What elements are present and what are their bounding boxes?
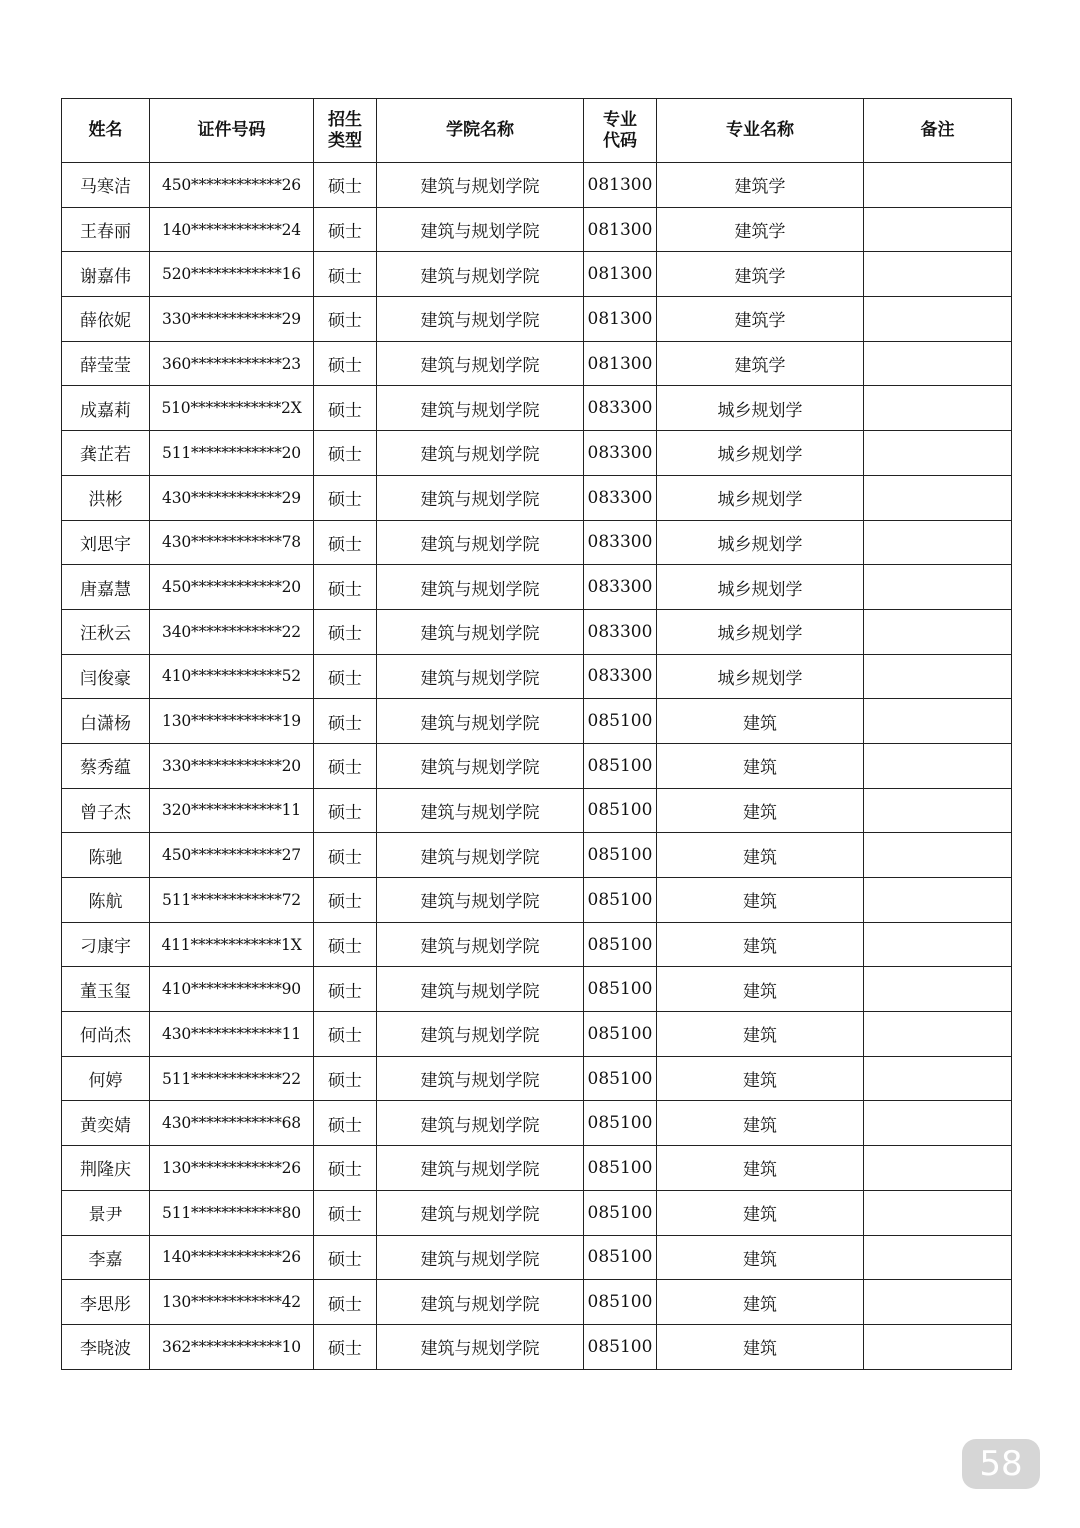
table-row: [62, 1146, 1012, 1191]
cell-college: 建筑与规划学院: [377, 1146, 584, 1191]
cell-remarks: [864, 1146, 1012, 1191]
cell-name: 刁康宇: [62, 922, 150, 967]
cell-name: 李嘉: [62, 1235, 150, 1280]
cell-remarks: [864, 341, 1012, 386]
cell-major-name: 城乡规划学: [657, 654, 864, 699]
cell-id-number: 330************29: [150, 297, 314, 342]
cell-major-code: 085100: [584, 833, 657, 878]
table-row: [62, 341, 1012, 386]
cell-remarks: [864, 878, 1012, 923]
cell-enrollment-type: 硕士: [314, 386, 377, 431]
cell-major-code: 083300: [584, 609, 657, 654]
cell-id-number: 360************23: [150, 341, 314, 386]
cell-id-number: 511************20: [150, 431, 314, 476]
cell-college: 建筑与规划学院: [377, 1056, 584, 1101]
cell-enrollment-type: 硕士: [314, 1324, 377, 1369]
cell-college: 建筑与规划学院: [377, 1012, 584, 1057]
cell-college: 建筑与规划学院: [377, 699, 584, 744]
cell-college: 建筑与规划学院: [377, 1235, 584, 1280]
cell-enrollment-type: 硕士: [314, 565, 377, 610]
cell-college: 建筑与规划学院: [377, 788, 584, 833]
table-row: [62, 1235, 1012, 1280]
cell-college: 建筑与规划学院: [377, 297, 584, 342]
header-college: 学院名称: [377, 99, 584, 163]
cell-name: 成嘉莉: [62, 386, 150, 431]
cell-college: 建筑与规划学院: [377, 967, 584, 1012]
cell-college: 建筑与规划学院: [377, 565, 584, 610]
cell-enrollment-type: 硕士: [314, 163, 377, 208]
cell-college: 建筑与规划学院: [377, 1190, 584, 1235]
cell-enrollment-type: 硕士: [314, 743, 377, 788]
table-row: [62, 1190, 1012, 1235]
cell-id-number: 450************20: [150, 565, 314, 610]
cell-major-code: 085100: [584, 1324, 657, 1369]
table-row: [62, 565, 1012, 610]
cell-enrollment-type: 硕士: [314, 1190, 377, 1235]
cell-id-number: 511************80: [150, 1190, 314, 1235]
cell-major-code: 085100: [584, 1146, 657, 1191]
cell-enrollment-type: 硕士: [314, 207, 377, 252]
cell-major-code: 085100: [584, 922, 657, 967]
header-major-name: 专业名称: [657, 99, 864, 163]
cell-major-code: 085100: [584, 1280, 657, 1325]
cell-name: 闫俊豪: [62, 654, 150, 699]
cell-enrollment-type: 硕士: [314, 1056, 377, 1101]
table-row: [62, 699, 1012, 744]
cell-major-name: 建筑学: [657, 163, 864, 208]
cell-id-number: 430************29: [150, 475, 314, 520]
cell-major-name: 城乡规划学: [657, 609, 864, 654]
cell-remarks: [864, 699, 1012, 744]
cell-major-code: 083300: [584, 654, 657, 699]
cell-major-code: 081300: [584, 341, 657, 386]
cell-name: 黄奕婧: [62, 1101, 150, 1146]
cell-id-number: 130************42: [150, 1280, 314, 1325]
cell-major-name: 城乡规划学: [657, 520, 864, 565]
cell-enrollment-type: 硕士: [314, 922, 377, 967]
cell-major-name: 建筑: [657, 1146, 864, 1191]
cell-id-number: 510************2X: [150, 386, 314, 431]
cell-college: 建筑与规划学院: [377, 163, 584, 208]
cell-major-code: 081300: [584, 163, 657, 208]
table-row: [62, 431, 1012, 476]
table-row: [62, 833, 1012, 878]
cell-remarks: [864, 922, 1012, 967]
cell-name: 王春丽: [62, 207, 150, 252]
cell-college: 建筑与规划学院: [377, 431, 584, 476]
table-header-row: [62, 99, 1012, 163]
cell-id-number: 410************52: [150, 654, 314, 699]
cell-major-name: 建筑: [657, 1280, 864, 1325]
cell-name: 曾子杰: [62, 788, 150, 833]
cell-enrollment-type: 硕士: [314, 520, 377, 565]
cell-remarks: [864, 609, 1012, 654]
cell-id-number: 520************16: [150, 252, 314, 297]
table-row: [62, 878, 1012, 923]
cell-id-number: 362************10: [150, 1324, 314, 1369]
cell-major-code: 085100: [584, 1101, 657, 1146]
cell-major-name: 建筑学: [657, 252, 864, 297]
cell-major-name: 建筑学: [657, 341, 864, 386]
admission-list-table-container: [61, 98, 1011, 1370]
table-row: [62, 1101, 1012, 1146]
cell-enrollment-type: 硕士: [314, 699, 377, 744]
cell-major-code: 083300: [584, 431, 657, 476]
header-name: 姓名: [62, 99, 150, 163]
cell-major-code: 085100: [584, 788, 657, 833]
cell-remarks: [864, 297, 1012, 342]
cell-major-code: 081300: [584, 297, 657, 342]
cell-major-name: 城乡规划学: [657, 565, 864, 610]
cell-remarks: [864, 386, 1012, 431]
cell-college: 建筑与规划学院: [377, 878, 584, 923]
cell-college: 建筑与规划学院: [377, 252, 584, 297]
cell-major-code: 083300: [584, 520, 657, 565]
cell-id-number: 340************22: [150, 609, 314, 654]
cell-id-number: 411************1X: [150, 922, 314, 967]
cell-college: 建筑与规划学院: [377, 1280, 584, 1325]
cell-college: 建筑与规划学院: [377, 207, 584, 252]
cell-major-name: 建筑: [657, 1056, 864, 1101]
cell-enrollment-type: 硕士: [314, 1012, 377, 1057]
admission-list-table: [61, 98, 1012, 1370]
table-row: [62, 967, 1012, 1012]
cell-college: 建筑与规划学院: [377, 386, 584, 431]
cell-id-number: 330************20: [150, 743, 314, 788]
table-row: [62, 1280, 1012, 1325]
cell-name: 蔡秀蕴: [62, 743, 150, 788]
cell-name: 李晓波: [62, 1324, 150, 1369]
cell-enrollment-type: 硕士: [314, 788, 377, 833]
table-row: [62, 609, 1012, 654]
cell-enrollment-type: 硕士: [314, 1146, 377, 1191]
cell-major-name: 建筑: [657, 833, 864, 878]
cell-name: 何尚杰: [62, 1012, 150, 1057]
cell-college: 建筑与规划学院: [377, 475, 584, 520]
cell-enrollment-type: 硕士: [314, 1280, 377, 1325]
cell-remarks: [864, 431, 1012, 476]
cell-major-code: 081300: [584, 207, 657, 252]
cell-remarks: [864, 1324, 1012, 1369]
table-row: [62, 386, 1012, 431]
cell-id-number: 511************22: [150, 1056, 314, 1101]
table-row: [62, 743, 1012, 788]
cell-major-name: 城乡规划学: [657, 431, 864, 476]
cell-major-name: 建筑: [657, 922, 864, 967]
cell-major-name: 建筑: [657, 1324, 864, 1369]
cell-college: 建筑与规划学院: [377, 743, 584, 788]
cell-remarks: [864, 1280, 1012, 1325]
cell-major-code: 083300: [584, 386, 657, 431]
cell-name: 陈航: [62, 878, 150, 923]
cell-enrollment-type: 硕士: [314, 431, 377, 476]
cell-remarks: [864, 565, 1012, 610]
cell-enrollment-type: 硕士: [314, 252, 377, 297]
cell-name: 龚芷若: [62, 431, 150, 476]
cell-name: 董玉玺: [62, 967, 150, 1012]
cell-enrollment-type: 硕士: [314, 341, 377, 386]
cell-major-code: 085100: [584, 1056, 657, 1101]
cell-id-number: 140************24: [150, 207, 314, 252]
cell-name: 洪彬: [62, 475, 150, 520]
cell-id-number: 450************27: [150, 833, 314, 878]
cell-major-code: 085100: [584, 1190, 657, 1235]
cell-major-code: 081300: [584, 252, 657, 297]
cell-name: 谢嘉伟: [62, 252, 150, 297]
cell-name: 陈驰: [62, 833, 150, 878]
cell-name: 汪秋云: [62, 609, 150, 654]
cell-major-name: 建筑: [657, 788, 864, 833]
cell-id-number: 430************78: [150, 520, 314, 565]
cell-college: 建筑与规划学院: [377, 654, 584, 699]
cell-remarks: [864, 520, 1012, 565]
cell-remarks: [864, 1012, 1012, 1057]
cell-enrollment-type: 硕士: [314, 878, 377, 923]
table-row: [62, 297, 1012, 342]
cell-college: 建筑与规划学院: [377, 1324, 584, 1369]
cell-name: 薛莹莹: [62, 341, 150, 386]
cell-name: 李思彤: [62, 1280, 150, 1325]
cell-major-name: 建筑学: [657, 207, 864, 252]
cell-enrollment-type: 硕士: [314, 833, 377, 878]
header-remarks: 备注: [864, 99, 1012, 163]
cell-id-number: 320************11: [150, 788, 314, 833]
cell-major-name: 建筑: [657, 878, 864, 923]
cell-major-code: 083300: [584, 475, 657, 520]
cell-remarks: [864, 833, 1012, 878]
cell-major-name: 建筑: [657, 743, 864, 788]
table-row: [62, 163, 1012, 208]
table-row: [62, 654, 1012, 699]
table-row: [62, 475, 1012, 520]
cell-college: 建筑与规划学院: [377, 1101, 584, 1146]
cell-id-number: 140************26: [150, 1235, 314, 1280]
table-row: [62, 252, 1012, 297]
cell-remarks: [864, 1056, 1012, 1101]
cell-enrollment-type: 硕士: [314, 297, 377, 342]
cell-major-name: 建筑: [657, 967, 864, 1012]
cell-remarks: [864, 207, 1012, 252]
cell-major-code: 085100: [584, 878, 657, 923]
cell-enrollment-type: 硕士: [314, 1101, 377, 1146]
cell-id-number: 410************90: [150, 967, 314, 1012]
cell-major-name: 城乡规划学: [657, 386, 864, 431]
cell-remarks: [864, 1190, 1012, 1235]
page-number-badge: 58: [962, 1439, 1040, 1489]
cell-enrollment-type: 硕士: [314, 609, 377, 654]
cell-remarks: [864, 163, 1012, 208]
cell-remarks: [864, 743, 1012, 788]
cell-major-name: 城乡规划学: [657, 475, 864, 520]
cell-major-code: 085100: [584, 743, 657, 788]
cell-id-number: 130************19: [150, 699, 314, 744]
cell-enrollment-type: 硕士: [314, 654, 377, 699]
cell-id-number: 430************68: [150, 1101, 314, 1146]
table-row: [62, 520, 1012, 565]
cell-major-code: 085100: [584, 1012, 657, 1057]
cell-remarks: [864, 788, 1012, 833]
cell-enrollment-type: 硕士: [314, 967, 377, 1012]
table-row: [62, 207, 1012, 252]
cell-major-name: 建筑: [657, 699, 864, 744]
cell-id-number: 450************26: [150, 163, 314, 208]
cell-major-name: 建筑学: [657, 297, 864, 342]
cell-remarks: [864, 1235, 1012, 1280]
cell-remarks: [864, 252, 1012, 297]
cell-major-name: 建筑: [657, 1190, 864, 1235]
cell-college: 建筑与规划学院: [377, 609, 584, 654]
cell-name: 唐嘉慧: [62, 565, 150, 610]
header-enrollment-type: 招生 类型: [314, 99, 377, 163]
cell-id-number: 430************11: [150, 1012, 314, 1057]
cell-major-name: 建筑: [657, 1012, 864, 1057]
cell-name: 荆隆庆: [62, 1146, 150, 1191]
cell-college: 建筑与规划学院: [377, 341, 584, 386]
table-row: [62, 1012, 1012, 1057]
cell-id-number: 511************72: [150, 878, 314, 923]
cell-name: 白潇杨: [62, 699, 150, 744]
cell-name: 刘思宇: [62, 520, 150, 565]
cell-college: 建筑与规划学院: [377, 922, 584, 967]
cell-major-code: 085100: [584, 967, 657, 1012]
cell-enrollment-type: 硕士: [314, 1235, 377, 1280]
cell-major-code: 085100: [584, 699, 657, 744]
cell-name: 马寒洁: [62, 163, 150, 208]
header-major-code: 专业 代码: [584, 99, 657, 163]
table-row: [62, 1056, 1012, 1101]
cell-major-code: 083300: [584, 565, 657, 610]
cell-remarks: [864, 475, 1012, 520]
table-body: [62, 163, 1012, 1370]
cell-name: 薛依妮: [62, 297, 150, 342]
cell-major-name: 建筑: [657, 1235, 864, 1280]
cell-remarks: [864, 967, 1012, 1012]
cell-remarks: [864, 654, 1012, 699]
cell-name: 景尹: [62, 1190, 150, 1235]
cell-college: 建筑与规划学院: [377, 833, 584, 878]
table-row: [62, 788, 1012, 833]
cell-college: 建筑与规划学院: [377, 520, 584, 565]
header-id-number: 证件号码: [150, 99, 314, 163]
table-row: [62, 922, 1012, 967]
cell-major-name: 建筑: [657, 1101, 864, 1146]
cell-id-number: 130************26: [150, 1146, 314, 1191]
cell-enrollment-type: 硕士: [314, 475, 377, 520]
cell-major-code: 085100: [584, 1235, 657, 1280]
table-row: [62, 1324, 1012, 1369]
cell-remarks: [864, 1101, 1012, 1146]
cell-name: 何婷: [62, 1056, 150, 1101]
